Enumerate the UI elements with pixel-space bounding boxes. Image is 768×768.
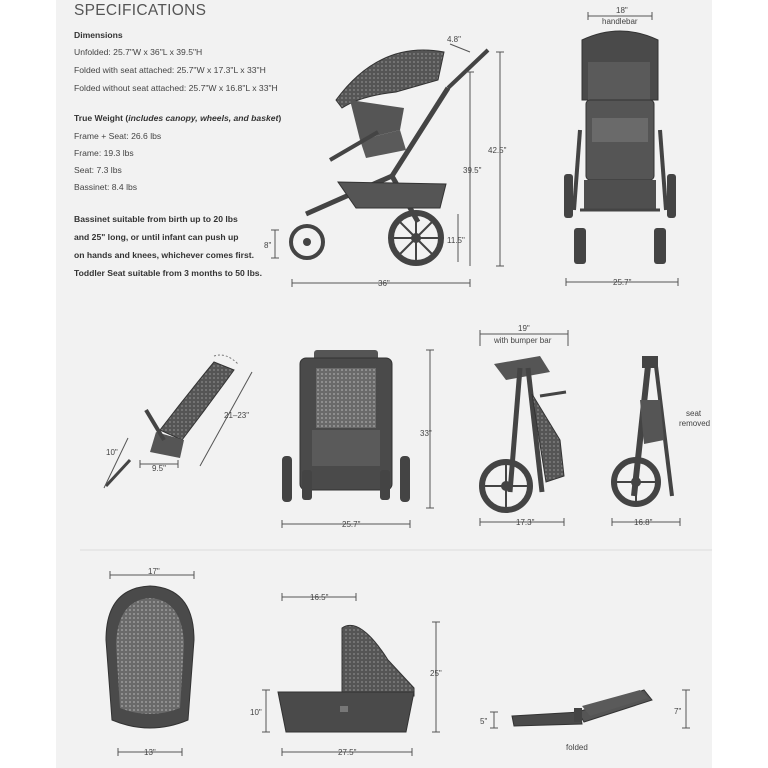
- dim-handlebar-width: 18": [616, 6, 628, 15]
- page-title: SPECIFICATIONS: [74, 2, 207, 19]
- dim-seat-side: 10": [106, 448, 118, 457]
- weight-seat: Seat: 7.3 lbs: [74, 165, 122, 175]
- dim-folded-height: 33": [420, 429, 432, 438]
- stroller-rear-view: [564, 31, 676, 264]
- folded-label: folded: [566, 743, 588, 752]
- dim-bumper-width: 19": [518, 324, 530, 333]
- dim-folded-noseat-length: 16.8": [634, 518, 653, 527]
- dim-bassinet-folded-high: 7": [674, 707, 682, 716]
- dim-handle-height: 42.5": [488, 146, 507, 155]
- seat-removed-line-2: removed: [679, 419, 711, 428]
- with-bumper-bar-label: with bumper bar: [494, 336, 552, 345]
- weight-heading-italic: includes canopy, wheels, and basket: [128, 113, 279, 123]
- bassinet-top-view: [106, 586, 194, 728]
- weight-frame-seat: Frame + Seat: 26.6 lbs: [74, 131, 162, 141]
- handlebar-label: handlebar: [602, 17, 638, 26]
- weight-heading-suffix: ): [278, 113, 282, 123]
- dim-bassinet-bottom-width: 13": [144, 748, 156, 757]
- dim-folded-no-seat: Folded without seat attached: 25.7"W x 16.8"L x 33"H: [74, 83, 278, 93]
- dim-length: 36": [378, 279, 390, 288]
- dimensions-heading: Dimensions: [74, 30, 123, 40]
- dim-folded-front-width: 25.7": [342, 520, 361, 529]
- dim-seat-height: 39.5": [463, 166, 482, 175]
- weight-bassinet: Bassinet: 8.4 lbs: [74, 182, 138, 192]
- bassinet-folded: [512, 690, 652, 726]
- dim-rear-clearance: 11.5": [447, 236, 465, 245]
- dim-seat-depth: 9.5": [152, 464, 166, 473]
- seat-removed-line-1: seat: [686, 409, 702, 418]
- dim-folded-seat-length: 17.3": [516, 518, 535, 527]
- note-line-3: on hands and knees, whichever comes first.: [74, 250, 255, 260]
- dim-rear-width: 25.7": [613, 278, 632, 287]
- folded-with-seat: [482, 356, 566, 510]
- weight-heading-prefix: True Weight (: [74, 113, 129, 123]
- dim-bassinet-length: 27.5": [338, 748, 357, 757]
- dim-folded-seat: Folded with seat attached: 25.7"W x 17.3"L x 33"H: [74, 65, 266, 75]
- bassinet-side-view: [278, 625, 414, 732]
- dim-bassinet-body-height: 10": [250, 708, 262, 717]
- weight-frame: Frame: 19.3 lbs: [74, 148, 134, 158]
- dim-canopy-tilt: 4.8": [447, 35, 461, 44]
- dim-bassinet-height: 25": [430, 669, 442, 678]
- dim-axle-height: 8": [264, 241, 272, 250]
- dim-bassinet-folded-low: 5": [480, 717, 488, 726]
- note-line-1: Bassinet suitable from birth up to 20 lbs: [74, 214, 238, 224]
- dim-bassinet-top-width: 17": [148, 567, 160, 576]
- folded-front-view: [282, 350, 410, 502]
- note-line-2: and 25" long, or until infant can push up: [74, 232, 239, 242]
- reclined-seat: [106, 355, 238, 486]
- dim-bassinet-canopy-depth: 16.5": [310, 593, 329, 602]
- folded-without-seat: [614, 356, 672, 504]
- dim-unfolded: Unfolded: 25.7"W x 36"L x 39.5"H: [74, 47, 203, 57]
- dim-seat-length: 21–23": [224, 411, 250, 420]
- note-line-4: Toddler Seat suitable from 3 months to 50 lbs.: [74, 268, 262, 278]
